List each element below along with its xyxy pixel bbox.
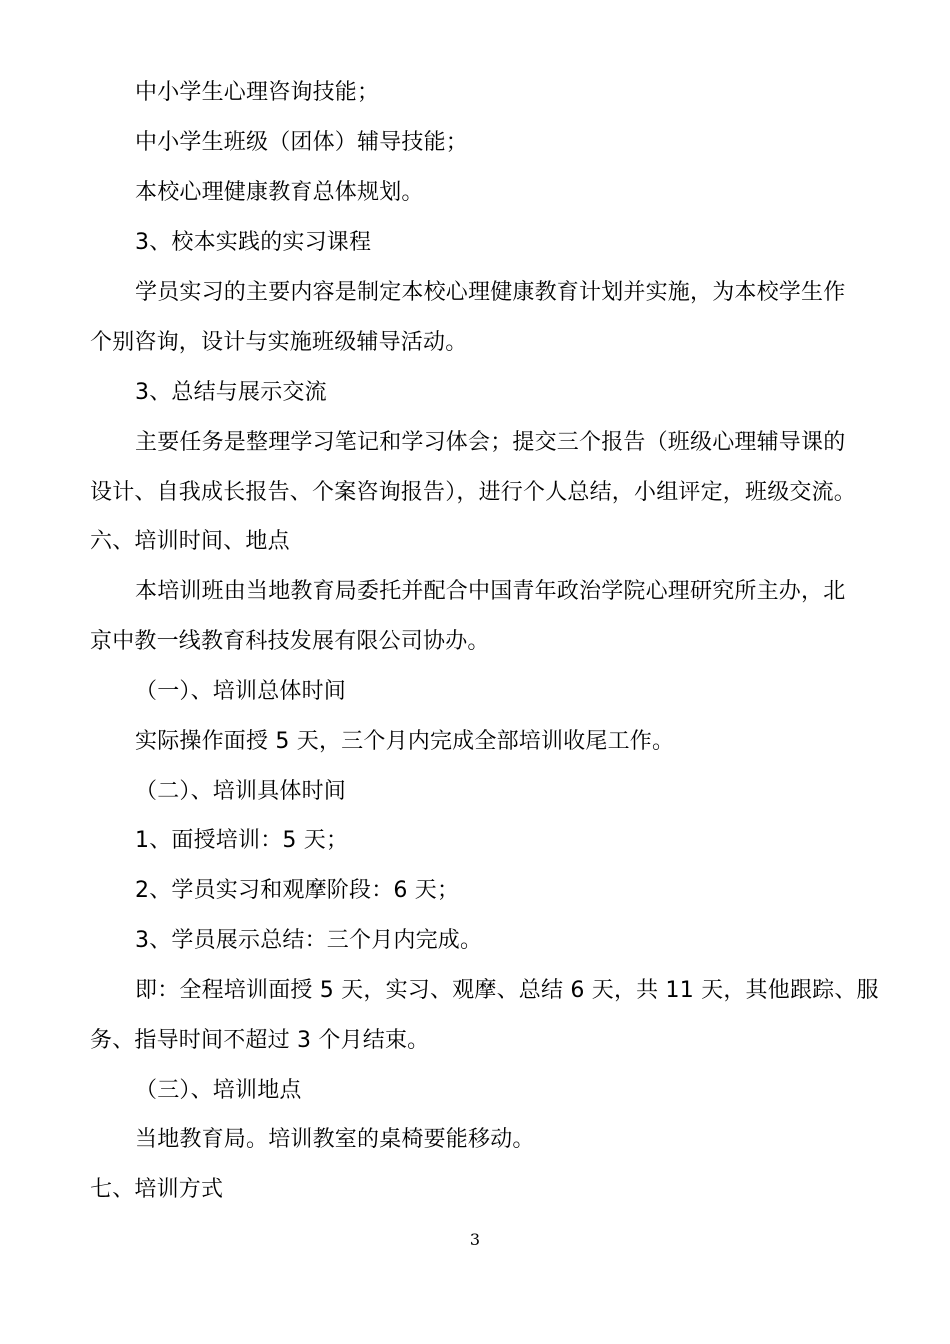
paragraph-line: 个别咨询，设计与实施班级辅导活动。	[90, 330, 468, 355]
chapter-heading: 七、培训方式	[90, 1177, 224, 1202]
chapter-heading: 六、培训时间、地点	[90, 529, 290, 554]
list-item: 1、面授培训：5 天；	[135, 828, 349, 853]
list-item: 2、学员实习和观摩阶段：6 天；	[135, 878, 460, 903]
section-heading: 3、总结与展示交流	[135, 380, 327, 405]
text-line: 中小学生班级（团体）辅导技能；	[135, 130, 469, 155]
paragraph-line: 即：全程培训面授 5 天，实习、观摩、总结 6 天，共 11 天，其他跟踪、服	[135, 978, 879, 1003]
paragraph-line: 务、指导时间不超过 3 个月结束。	[90, 1028, 430, 1053]
subsection-heading: （一）、培训总体时间	[135, 679, 347, 704]
text-line: 本校心理健康教育总体规划。	[135, 180, 424, 205]
paragraph-line: 本培训班由当地教育局委托并配合中国青年政治学院心理研究所主办，北	[135, 579, 846, 604]
paragraph-line: 主要任务是整理学习笔记和学习体会；提交三个报告（班级心理辅导课的	[135, 430, 846, 455]
paragraph-line: 实际操作面授 5 天，三个月内完成全部培训收尾工作。	[135, 729, 675, 754]
text-line: 中小学生心理咨询技能；	[135, 80, 380, 105]
paragraph-line: 学员实习的主要内容是制定本校心理健康教育计划并实施，为本校学生作	[135, 280, 846, 305]
list-item: 3、学员展示总结：三个月内完成。	[135, 928, 483, 953]
subsection-heading: （二）、培训具体时间	[135, 779, 347, 804]
subsection-heading: （三）、培训地点	[135, 1078, 302, 1103]
section-heading: 3、校本实践的实习课程	[135, 230, 372, 255]
paragraph-line: 当地教育局。培训教室的桌椅要能移动。	[135, 1127, 535, 1152]
page-number: 3	[469, 1230, 481, 1249]
paragraph-line: 设计、自我成长报告、个案咨询报告），进行个人总结，小组评定，班级交流。	[90, 480, 857, 505]
paragraph-line: 京中教一线教育科技发展有限公司协办。	[90, 629, 490, 654]
